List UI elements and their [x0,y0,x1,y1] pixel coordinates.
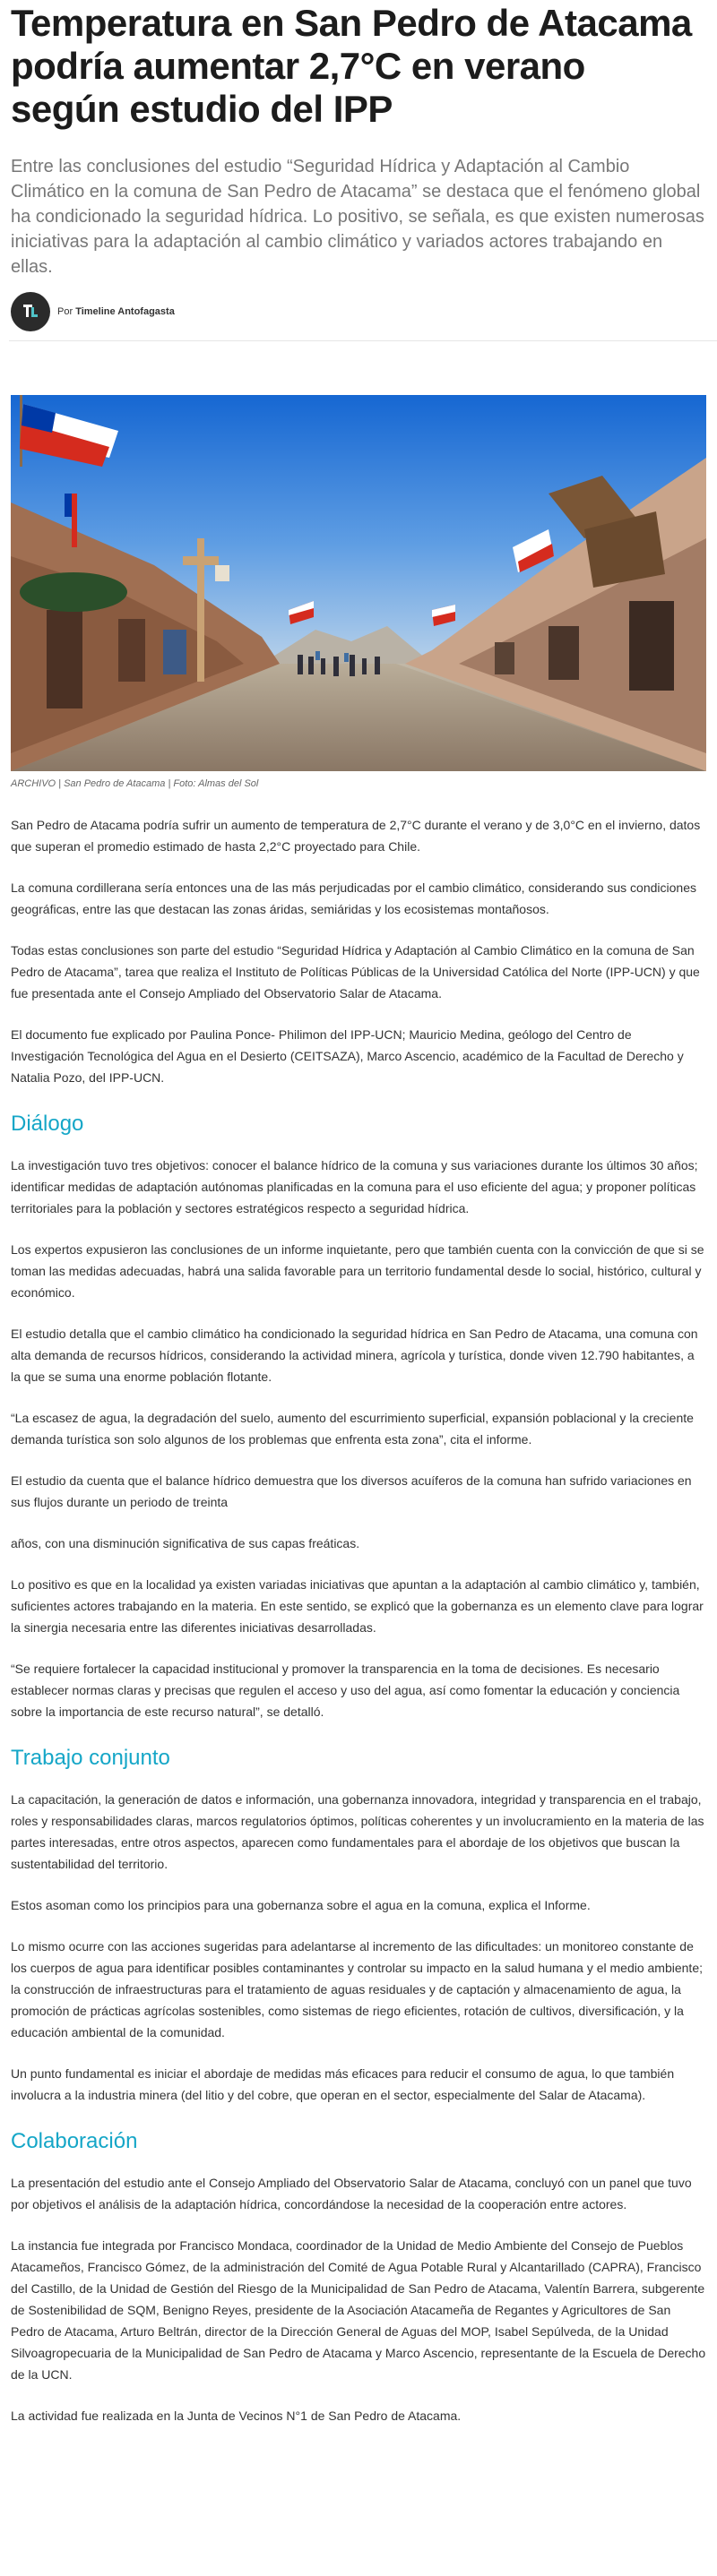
divider [9,340,717,341]
article-lead: Entre las conclusiones del estudio “Seguridad Hídrica y Adaptación al Cambio Climático en la comuna de San Pedro de Atacama” se destaca que el fenómeno global ha condicionado la seguridad hídrica. Lo positivo, se señala, es que existen numerosas iniciativas para la adaptación al cambio climático y variados actores trabajando en ellas. [11,157,704,277]
paragraph: “La escasez de agua, la degradación del suelo, aumento del escurrimiento superficial, expansión poblacional y la creciente demanda turística son solo algunos de los problemas que enfrenta esta zona”, cita el informe. [11,1411,694,1447]
article-title: Temperatura en San Pedro de Atacama podría aumentar 2,7°C en verano según estudio del IPP [11,2,692,130]
article-body [11,814,706,2426]
byline [11,292,706,331]
paragraph: El estudio detalla que el cambio climático ha condicionado la seguridad hídrica en San Pedro de Atacama, una comuna con alta demanda de recursos hídricos, considerando la actividad minera, agrícola y turística, donde viven 12.790 habitantes, a la que se suma una enorme población flotante. [11,1327,698,1384]
section-heading-dialogo: Diálogo [11,1112,84,1136]
paragraph: Un punto fundamental es iniciar el abordaje de medidas más eficaces para reducir el consumo de agua, lo que también involucra a la industria minera (del litio y del cobre, que operan en el sector, especialmente del Salar de Atacama). [11,2066,675,2102]
paragraph: La investigación tuvo tres objetivos: conocer el balance hídrico de la comuna y sus variaciones durante los últimos 30 años; identificar medidas de adaptación autónomas planificadas en la comuna para el uso eficiente del agua; y proponer políticas territoriales para la población y sectores estratégicos respecto a seguridad hídrica. [11,1158,698,1215]
timeline-logo-icon[interactable] [11,292,50,331]
hero-image [11,395,706,771]
article-page [0,2,717,2426]
paragraph: El estudio da cuenta que el balance hídrico demuestra que los diversos acuíferos de la comuna han sufrido variaciones en sus flujos durante un periodo de treinta [11,1473,692,1509]
paragraph: “Se requiere fortalecer la capacidad institucional y promover la transparencia en la toma de decisiones. Es necesario establecer normas claras y precisas que regulen el acceso y uso del agua, así como fomentar la educación y conciencia sobre la importancia de este recurso natural”, se detalló. [11,1662,680,1719]
section-heading-trabajo: Trabajo conjunto [11,1746,170,1770]
author-link[interactable]: Timeline Antofagasta [75,306,175,317]
paragraph: La capacitación, la generación de datos e información, una gobernanza innovadora, integridad y transparencia en el trabajo, roles y responsabilidades claras, marcos regulatorios óptimos, políticas coherentes y un involucramiento en la materia de las partes interesadas, entre otros aspectos, aparecen como fundamentales para el abordaje de los objetivos que buscan la sustentabilidad del territorio. [11,1792,704,1871]
paragraph: La comuna cordillerana sería entonces una de las más perjudicadas por el cambio climático, considerando sus condiciones geográficas, entre las que destacan las zonas áridas, semiáridas y los ecosistemas montañosos. [11,880,696,916]
paragraph: años, con una disminución significativa de sus capas freáticas. [11,1536,360,1550]
image-caption: ARCHIVO | San Pedro de Atacama | Foto: Almas del Sol [11,778,259,789]
author-line [57,306,175,317]
paragraph: Todas estas conclusiones son parte del estudio “Seguridad Hídrica y Adaptación al Cambio Climático en la comuna de San Pedro de Atacama”, tarea que realiza el Instituto de Políticas Públicas de la Universidad Católica del Norte (IPP-UCN) y que fue presentada ante el Consejo Ampliado del Observatorio Salar de Atacama. [11,943,700,1000]
paragraph: Estos asoman como los principios para una gobernanza sobre el agua en la comuna, explica el Informe. [11,1898,591,1912]
paragraph: San Pedro de Atacama podría sufrir un aumento de temperatura de 2,7°C durante el verano y de 3,0°C en el invierno, datos que superan el promedio estimado de hasta 2,2°C proyectado para Chile. [11,818,701,854]
paragraph: Lo mismo ocurre con las acciones sugeridas para adelantarse al incremento de las dificultades: un monitoreo constante de los cuerpos de agua para identificar posibles contaminantes y controlar su impacto en la salud humana y el medio ambiente; la construcción de infraestructuras para el tratamiento de aguas residuales y de captación y almacenamiento de agua, la promoción de prácticas agrícolas sostenibles, como sistemas de riego eficientes, rotación de cultivos, diversificación, y la educación ambiental de la comunidad. [11,1939,703,2039]
paragraph: Lo positivo es que en la localidad ya existen variadas iniciativas que apuntan a la adaptación al cambio climático y, también, suficientes actores trabajando en la materia. En este sentido, se explicó que la gobernanza es un elemento clave para lograr la sinergia necesaria entre las diferentes iniciativas desarrolladas. [11,1577,704,1635]
street-photo-illustration [11,395,706,771]
paragraph: La actividad fue realizada en la Junta de Vecinos N°1 de San Pedro de Atacama. [11,2409,462,2423]
paragraph: La presentación del estudio ante el Consejo Ampliado del Observatorio Salar de Atacama, concluyó con un panel que tuvo por objetivos el análisis de la adaptación hídrica, concordándose la necesidad de la cooperación entre actores. [11,2176,692,2211]
paragraph: El documento fue explicado por Paulina Ponce- Philimon del IPP-UCN; Mauricio Medina, geólogo del Centro de Investigación Tecnológica del Agua en el Desierto (CEITSAZA), Marco Ascencio, académico de la Facultad de Derecho y Natalia Pozo, del IPP-UCN. [11,1027,684,1085]
byline-prefix: Por [57,306,73,317]
paragraph: Los expertos expusieron las conclusiones de un informe inquietante, pero que también cuenta con la convicción de que si se toman las medidas adecuadas, habrá una salida favorable para un territorio fundamental desde lo social, histórico, cultural y económico. [11,1242,704,1300]
paragraph: La instancia fue integrada por Francisco Mondaca, coordinador de la Unidad de Medio Ambiente del Consejo de Pueblos Atacameños, Francisco Gómez, de la administración del Comité de Agua Potable Rural y Alcantarillado (CAPRA), Francisco del Castillo, de la Unidad de Gestión del Riesgo de la Municipalidad de San Pedro de Atacama, Valentín Barrera, subgerente de Sostenibilidad de SQM, Benigno Reyes, presidente de la Asociación Atacameña de Regantes y Agricultores de San Pedro de Atacama, Arturo Beltrán, director de la Dirección General de Aguas del MOP, Isabel Sepúlveda, de la Unidad Silvoagropecuaria de la Municipalidad de San Pedro de Atacama y Marco Ascencio, representante de la Escuela de Derecho de la UCN. [11,2238,706,2382]
section-heading-colaboracion: Colaboración [11,2129,138,2153]
